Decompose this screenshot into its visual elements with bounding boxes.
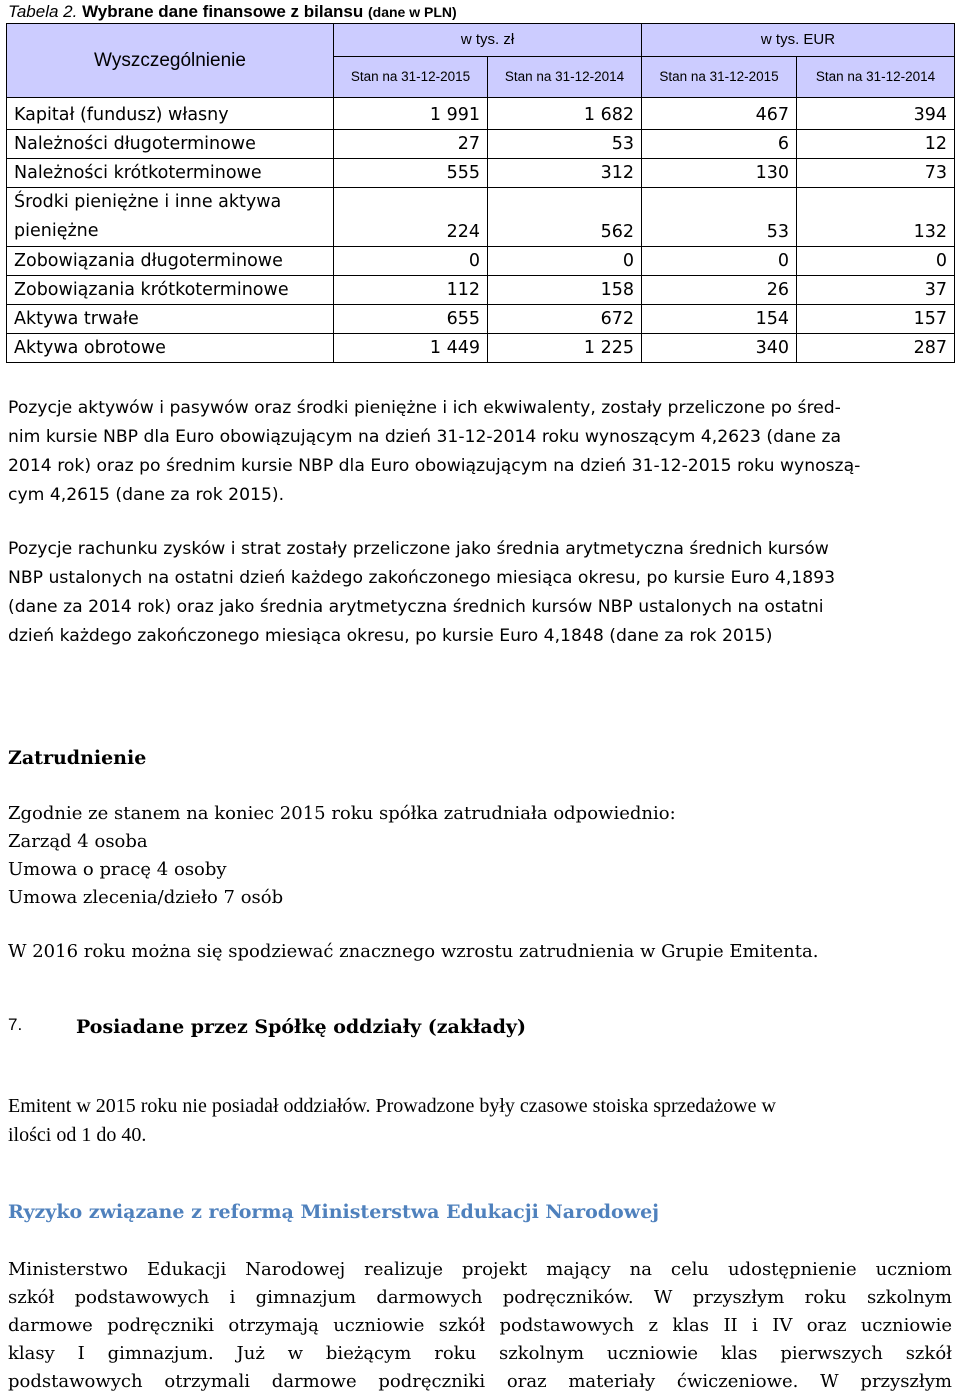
section-number: 7. <box>8 1015 23 1034</box>
table-row <box>7 98 955 130</box>
risk-heading: Ryzyko związane z reformą Ministerstwa Edukacji Narodowej <box>8 1201 660 1223</box>
employment-intro: Zgodnie ze stanem na koniec 2015 roku spółka zatrudniała odpowiednio: <box>8 803 676 824</box>
column-header: Stan na 31-12-2014 <box>488 57 642 98</box>
employment-item: Zarząd 4 osoba <box>8 831 148 852</box>
cell-value: 287 <box>797 334 955 363</box>
financial-data-table <box>6 23 955 363</box>
table-row <box>7 276 955 305</box>
cell-value: 1 991 <box>334 98 488 130</box>
paragraph-line: (dane za 2014 rok) oraz jako średnia arytmetyczna średnich kursów NBP ustalonych na ostatni <box>8 597 824 617</box>
cell-value: 53 <box>488 130 642 159</box>
table-caption <box>8 0 457 24</box>
employment-outlook: W 2016 roku można się spodziewać znacznego wzrostu zatrudnienia w Grupie Emitenta. <box>8 941 819 962</box>
cell-value: 73 <box>797 159 955 188</box>
cell-value: 672 <box>488 305 642 334</box>
paragraph-line: Pozycje aktywów i pasywów oraz środki pieniężne i ich ekwiwalenty, zostały przeliczone po śred- <box>8 398 841 418</box>
row-label: Zobowiązania długoterminowe <box>7 247 334 276</box>
paragraph-line: nim kursie NBP dla Euro obowiązującym na dzień 31-12-2014 roku wynoszącym 4,2623 (dane za <box>8 427 842 447</box>
caption-unit: (dane w PLN) <box>368 4 457 20</box>
employment-heading: Zatrudnienie <box>8 747 147 769</box>
paragraph-line: Pozycje rachunku zysków i strat zostały przeliczone jako średnia arytmetyczna średnich kursów <box>8 539 829 559</box>
cell-value: 340 <box>642 334 797 363</box>
table-row <box>7 247 955 276</box>
balance-conversion-paragraph <box>8 394 952 510</box>
row-header-cell: Wyszczególnienie <box>7 24 334 98</box>
cell-value: 224 <box>334 188 488 247</box>
cell-value: 157 <box>797 305 955 334</box>
cell-value: 394 <box>797 98 955 130</box>
cell-value: 1 225 <box>488 334 642 363</box>
paragraph-line: darmowe podręczniki otrzymają uczniowie szkół podstawowych z klas II i IV oraz uczniowie <box>8 1315 952 1336</box>
paragraph-line: ilości od 1 do 40. <box>8 1124 147 1146</box>
section-title: Posiadane przez Spółkę oddziały (zakłady) <box>76 1016 526 1038</box>
row-label: Aktywa obrotowe <box>7 334 334 363</box>
cell-value: 53 <box>642 188 797 247</box>
cell-value: 0 <box>642 247 797 276</box>
row-label: Kapitał (fundusz) własny <box>7 98 334 130</box>
risk-paragraph <box>8 1256 952 1396</box>
paragraph-line: Emitent w 2015 roku nie posiadał oddziałów. Prowadzone były czasowe stoiska sprzedażowe w <box>8 1095 776 1117</box>
paragraph-line: Ministerstwo Edukacji Narodowej realizuje projekt mający na celu udostępnienie uczniom <box>8 1259 952 1280</box>
cell-value: 6 <box>642 130 797 159</box>
cell-value: 0 <box>488 247 642 276</box>
cell-value: 1 682 <box>488 98 642 130</box>
cell-value: 37 <box>797 276 955 305</box>
table-row <box>7 130 955 159</box>
cell-value: 0 <box>334 247 488 276</box>
cell-value: 130 <box>642 159 797 188</box>
employment-section <box>8 800 952 912</box>
profit-loss-conversion-paragraph <box>8 535 952 651</box>
paragraph-line: podstawowych otrzymali darmowe podręczniki oraz materiały ćwiczeniowe. W przyszłym <box>8 1371 952 1392</box>
cell-value: 1 449 <box>334 334 488 363</box>
cell-value: 0 <box>797 247 955 276</box>
cell-value: 12 <box>797 130 955 159</box>
currency-group-eur: w tys. EUR <box>642 24 955 57</box>
column-header: Stan na 31-12-2015 <box>642 57 797 98</box>
table-row <box>7 159 955 188</box>
cell-value: 562 <box>488 188 642 247</box>
cell-value: 555 <box>334 159 488 188</box>
cell-value: 26 <box>642 276 797 305</box>
employment-item: Umowa zlecenia/dzieło 7 osób <box>8 887 284 908</box>
caption-prefix: Tabela 2. <box>8 2 78 21</box>
table-row <box>7 188 955 247</box>
cell-value: 467 <box>642 98 797 130</box>
branches-heading <box>8 1013 952 1043</box>
paragraph-line: szkół podstawowych i gimnazjum darmowych podręczników. W przyszłym roku szkolnym <box>8 1287 952 1308</box>
table-row <box>7 334 955 363</box>
column-header: Stan na 31-12-2014 <box>797 57 955 98</box>
row-label: Środki pieniężne i inne aktywa pieniężne <box>7 188 334 247</box>
table-header-row-currency <box>7 24 955 57</box>
currency-group-pln: w tys. zł <box>334 24 642 57</box>
cell-value: 132 <box>797 188 955 247</box>
paragraph-line: dzień każdego zakończonego miesiąca okresu, po kursie Euro 4,1848 (dane za rok 2015) <box>8 626 773 646</box>
cell-value: 158 <box>488 276 642 305</box>
column-header: Stan na 31-12-2015 <box>334 57 488 98</box>
row-label: Zobowiązania krótkoterminowe <box>7 276 334 305</box>
paragraph-line: NBP ustalonych na ostatni dzień każdego zakończonego miesiąca okresu, po kursie Euro 4,1893 <box>8 568 836 588</box>
cell-value: 655 <box>334 305 488 334</box>
cell-value: 27 <box>334 130 488 159</box>
employment-item: Umowa o pracę 4 osoby <box>8 859 227 880</box>
branches-paragraph <box>8 1092 952 1150</box>
cell-value: 312 <box>488 159 642 188</box>
table-row <box>7 305 955 334</box>
paragraph-line: 2014 rok) oraz po średnim kursie NBP dla Euro obowiązującym na dzień 31-12-2015 roku wynoszą- <box>8 456 861 476</box>
caption-title: Wybrane dane finansowe z bilansu <box>82 2 364 21</box>
row-label: Należności długoterminowe <box>7 130 334 159</box>
cell-value: 112 <box>334 276 488 305</box>
row-label: Aktywa trwałe <box>7 305 334 334</box>
cell-value: 154 <box>642 305 797 334</box>
paragraph-line: klasy I gimnazjum. Już w bieżącym roku szkolnym uczniowie klas pierwszych szkół <box>8 1343 952 1364</box>
row-label: Należności krótkoterminowe <box>7 159 334 188</box>
paragraph-line: cym 4,2615 (dane za rok 2015). <box>8 485 285 505</box>
